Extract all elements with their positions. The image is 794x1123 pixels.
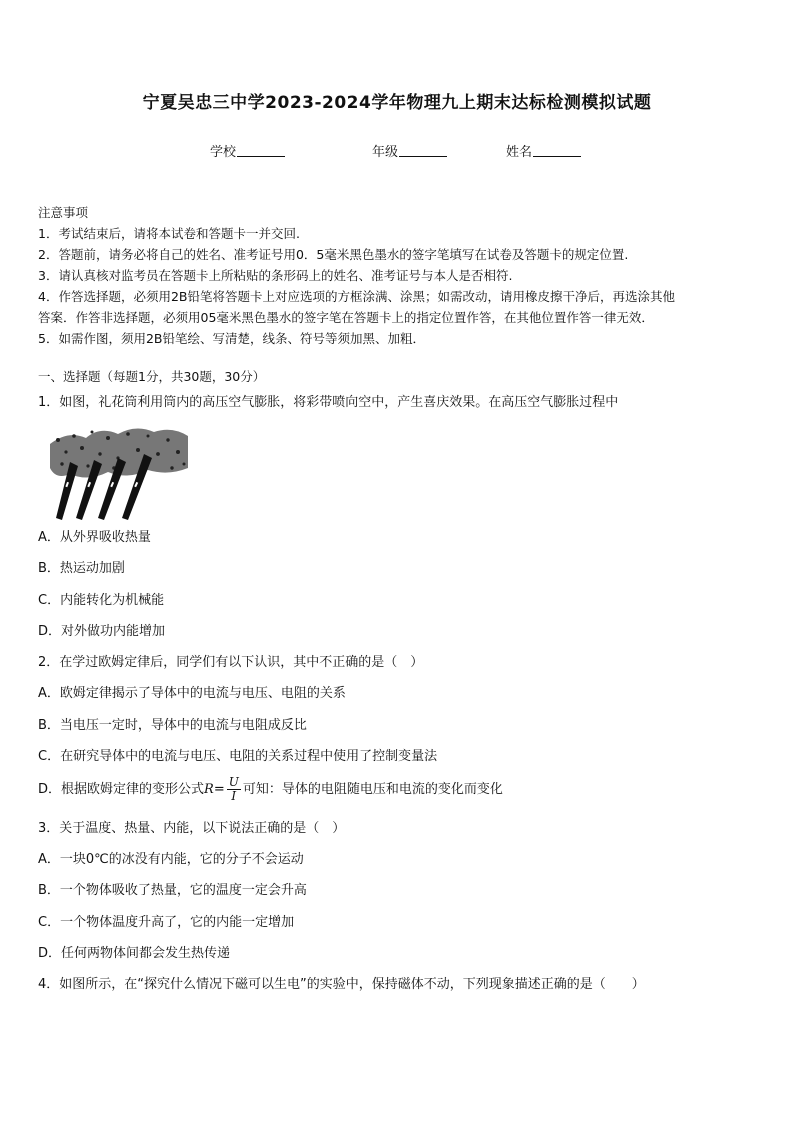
option-d-suffix: 可知：导体的电阻随电压和电流的变化而变化 (242, 782, 503, 797)
ohm-formula-fraction (227, 776, 241, 803)
note-item: 4．作答选择题，必须用2B铅笔将答题卡上对应选项的方框涂满、涂黑；如需改动，请用橡皮擦干净后，再选涂其他 (38, 289, 675, 304)
question-3-option-c: C．一个物体温度升高了，它的内能一定增加 (38, 915, 295, 930)
note-item: 答案．作答非选择题，必须用05毫米黑色墨水的签字笔在答题卡上的指定位置作答，在其他位置作答一律无效． (38, 310, 654, 325)
question-2-option-c: C．在研究导体中的电流与电压、电阻的关系过程中使用了控制变量法 (38, 749, 438, 764)
question-3-option-d: D．任何两物体间都会发生热传递 (38, 946, 231, 961)
grade-blank[interactable] (399, 144, 447, 157)
question-1-option-c: C．内能转化为机械能 (38, 593, 165, 608)
question-1-stem: 1．如图，礼花筒利用筒内的高压空气膨胀，将彩带喷向空中，产生喜庆效果。在高压空气膨胀过程中 (38, 395, 619, 410)
grade-field (372, 141, 447, 160)
formula-equals: = (213, 782, 225, 797)
question-2-stem: 2．在学过欧姆定律后，同学们有以下认识，其中不正确的是（ ） (38, 655, 424, 670)
section-heading: 一、选择题（每题1分，共30题，30分） (38, 369, 266, 384)
question-2-option-a: A．欧姆定律揭示了导体中的电流与电压、电阻的关系 (38, 686, 346, 701)
school-field (210, 141, 285, 160)
formula-lhs: R (204, 782, 214, 797)
name-blank[interactable] (533, 144, 581, 157)
note-item: 1．考试结束后，请将本试卷和答题卡一并交回. (38, 226, 300, 241)
question-1-option-b: B．热运动加剧 (38, 561, 125, 576)
notes-block (38, 202, 758, 349)
confetti-cannon-illustration (48, 424, 190, 522)
formula-numerator: U (228, 775, 239, 789)
name-field (506, 141, 581, 160)
school-blank[interactable] (237, 144, 285, 157)
question-3-stem: 3．关于温度、热量、内能，以下说法正确的是（ ） (38, 821, 346, 836)
page-title: 宁夏吴忠三中学2023-2024学年物理九上期末达标检测模拟试题 (142, 93, 652, 113)
question-3-option-b: B．一个物体吸收了热量，它的温度一定会升高 (38, 883, 307, 898)
name-label: 姓名 (506, 145, 533, 160)
formula-denominator: I (231, 789, 237, 803)
question-3-option-a: A．一块0℃的冰没有内能，它的分子不会运动 (38, 852, 304, 867)
school-label: 学校 (210, 145, 237, 160)
question-2-option-b: B．当电压一定时，导体中的电流与电阻成反比 (38, 718, 307, 733)
grade-label: 年级 (372, 145, 399, 160)
option-d-prefix: D．根据欧姆定律的变形公式 (38, 782, 205, 797)
notes-heading: 注意事项 (38, 205, 89, 220)
note-item: 3．请认真核对监考员在答题卡上所粘贴的条形码上的姓名、准考证号与本人是否相符. (38, 268, 513, 283)
question-4-stem: 4．如图所示，在“探究什么情况下磁可以生电”的实验中，保持磁体不动，下列现象描述正确的是（ ） (38, 977, 645, 992)
question-1-option-a: A．从外界吸收热量 (38, 530, 151, 545)
question-2-option-d (38, 776, 503, 803)
note-item: 5．如需作图，须用2B铅笔绘、写清楚，线条、符号等须加黑、加粗． (38, 331, 425, 346)
note-item: 2．答题前，请务必将自己的姓名、准考证号用0．5毫米黑色墨水的签字笔填写在试卷及答题卡的规定位置. (38, 247, 629, 262)
question-1-option-d: D．对外做功内能增加 (38, 624, 166, 639)
